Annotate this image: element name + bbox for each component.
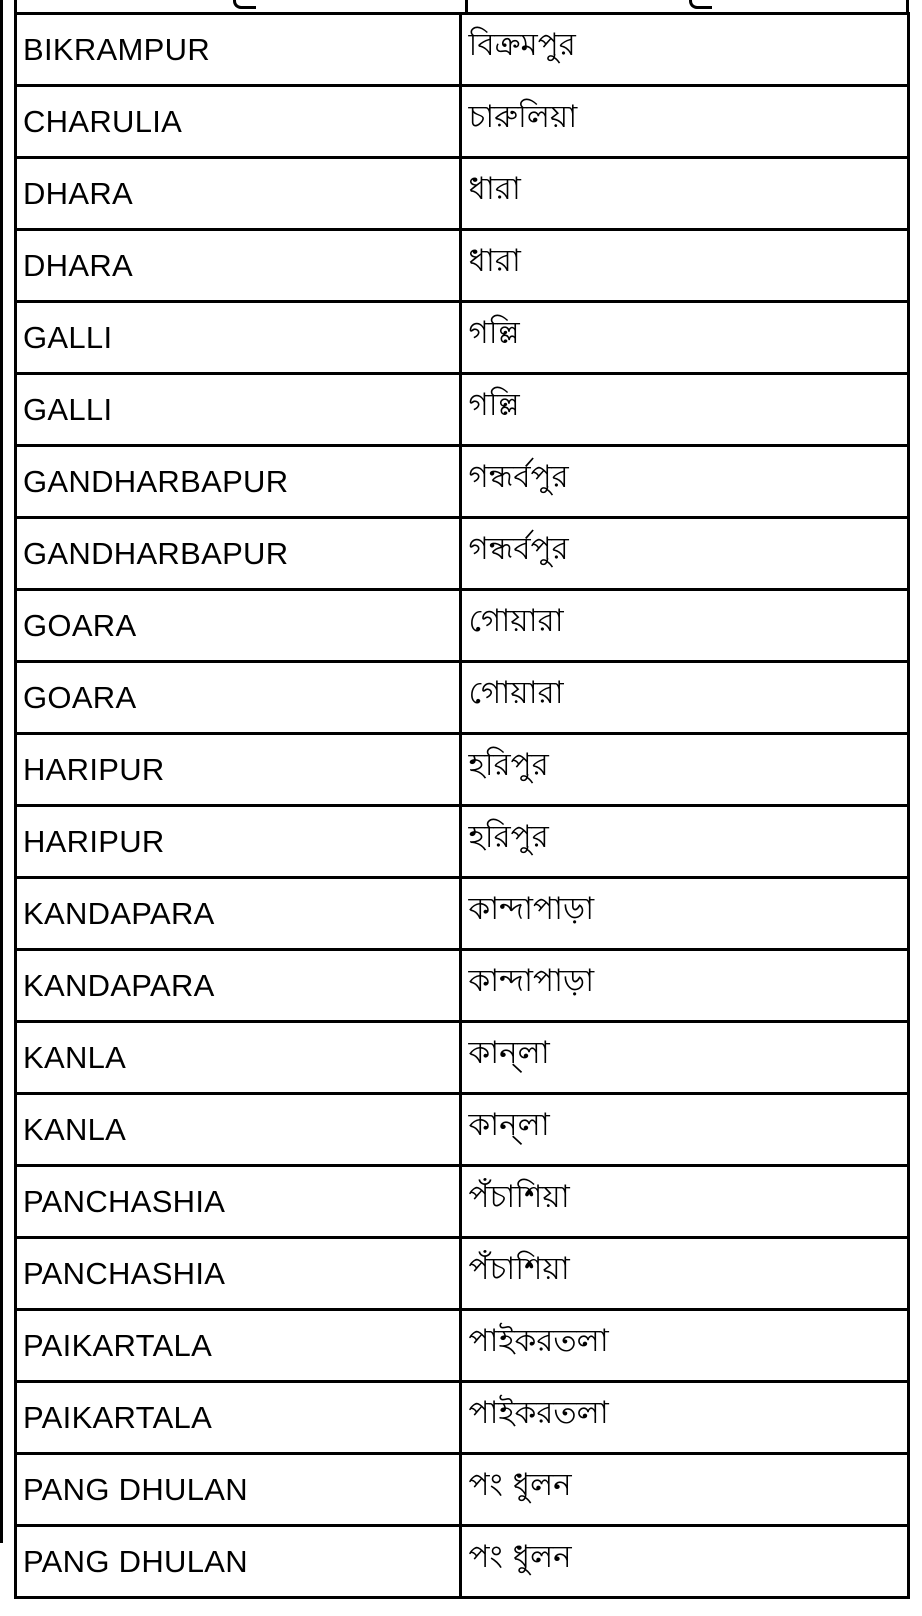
table-row: [16, 590, 909, 662]
english-name-cell: DHARA: [16, 158, 461, 230]
left-border-line: [0, 0, 3, 1543]
english-name-cell: PAIKARTALA: [16, 1310, 461, 1382]
bengali-name-cell: ধারা: [461, 230, 909, 302]
table-row: [16, 302, 909, 374]
clipped-header-glyph: [689, 0, 712, 9]
english-name-cell: HARIPUR: [16, 806, 461, 878]
table-row: [16, 878, 909, 950]
english-name-cell: DHARA: [16, 230, 461, 302]
table-row: [16, 14, 909, 86]
table-row: [16, 1238, 909, 1310]
clipped-header-glyph: [233, 0, 256, 9]
bengali-name-cell: কান্‌লা: [461, 1022, 909, 1094]
table-row: [16, 374, 909, 446]
bengali-name-cell: কান্দাপাড়া: [461, 950, 909, 1022]
table-row: [16, 1166, 909, 1238]
bengali-name-cell: হরিপুর: [461, 806, 909, 878]
table-row: [16, 806, 909, 878]
bengali-name-cell: গন্ধর্বপুর: [461, 446, 909, 518]
table-row: [16, 230, 909, 302]
table-row: [16, 1022, 909, 1094]
table-row: [16, 662, 909, 734]
english-name-cell: GOARA: [16, 662, 461, 734]
english-name-cell: PAIKARTALA: [16, 1382, 461, 1454]
bengali-name-cell: গল্লি: [461, 302, 909, 374]
bengali-name-cell: গোয়ারা: [461, 662, 909, 734]
bengali-name-cell: পং ধুলন: [461, 1526, 909, 1598]
bengali-name-cell: চারুলিয়া: [461, 86, 909, 158]
english-name-cell: CHARULIA: [16, 86, 461, 158]
english-name-cell: PANG DHULAN: [16, 1526, 461, 1598]
english-name-cell: GALLI: [16, 374, 461, 446]
english-name-cell: GOARA: [16, 590, 461, 662]
table-row: [16, 950, 909, 1022]
bengali-name-cell: কান্দাপাড়া: [461, 878, 909, 950]
english-name-cell: GANDHARBAPUR: [16, 446, 461, 518]
bengali-name-cell: বিক্রমপুর: [461, 14, 909, 86]
english-name-cell: BIKRAMPUR: [16, 14, 461, 86]
bengali-name-cell: পাইকরতলা: [461, 1382, 909, 1454]
bengali-name-cell: ধারা: [461, 158, 909, 230]
english-name-cell: KANLA: [16, 1094, 461, 1166]
table-row: [16, 1094, 909, 1166]
table-row: [16, 86, 909, 158]
bengali-name-cell: হরিপুর: [461, 734, 909, 806]
bengali-name-cell: পঁচাশিয়া: [461, 1166, 909, 1238]
bengali-name-cell: গোয়ারা: [461, 590, 909, 662]
table-row: [16, 1526, 909, 1598]
bengali-name-cell: পঁচাশিয়া: [461, 1238, 909, 1310]
english-name-cell: PANG DHULAN: [16, 1454, 461, 1526]
english-name-cell: KANLA: [16, 1022, 461, 1094]
table-row: [16, 1310, 909, 1382]
table-row: [16, 518, 909, 590]
english-name-cell: GANDHARBAPUR: [16, 518, 461, 590]
bengali-name-cell: পাইকরতলা: [461, 1310, 909, 1382]
table-row: [16, 158, 909, 230]
table-row: [16, 446, 909, 518]
table-row: [16, 1454, 909, 1526]
english-name-cell: PANCHASHIA: [16, 1238, 461, 1310]
bengali-name-cell: গল্লি: [461, 374, 909, 446]
table-row: [16, 1382, 909, 1454]
table-row: [16, 734, 909, 806]
english-name-cell: KANDAPARA: [16, 878, 461, 950]
bengali-name-cell: গন্ধর্বপুর: [461, 518, 909, 590]
english-name-cell: HARIPUR: [16, 734, 461, 806]
bengali-name-cell: কান্‌লা: [461, 1094, 909, 1166]
english-name-cell: GALLI: [16, 302, 461, 374]
english-name-cell: PANCHASHIA: [16, 1166, 461, 1238]
english-name-cell: KANDAPARA: [16, 950, 461, 1022]
bengali-name-cell: পং ধুলন: [461, 1454, 909, 1526]
place-names-table: [14, 12, 910, 1599]
